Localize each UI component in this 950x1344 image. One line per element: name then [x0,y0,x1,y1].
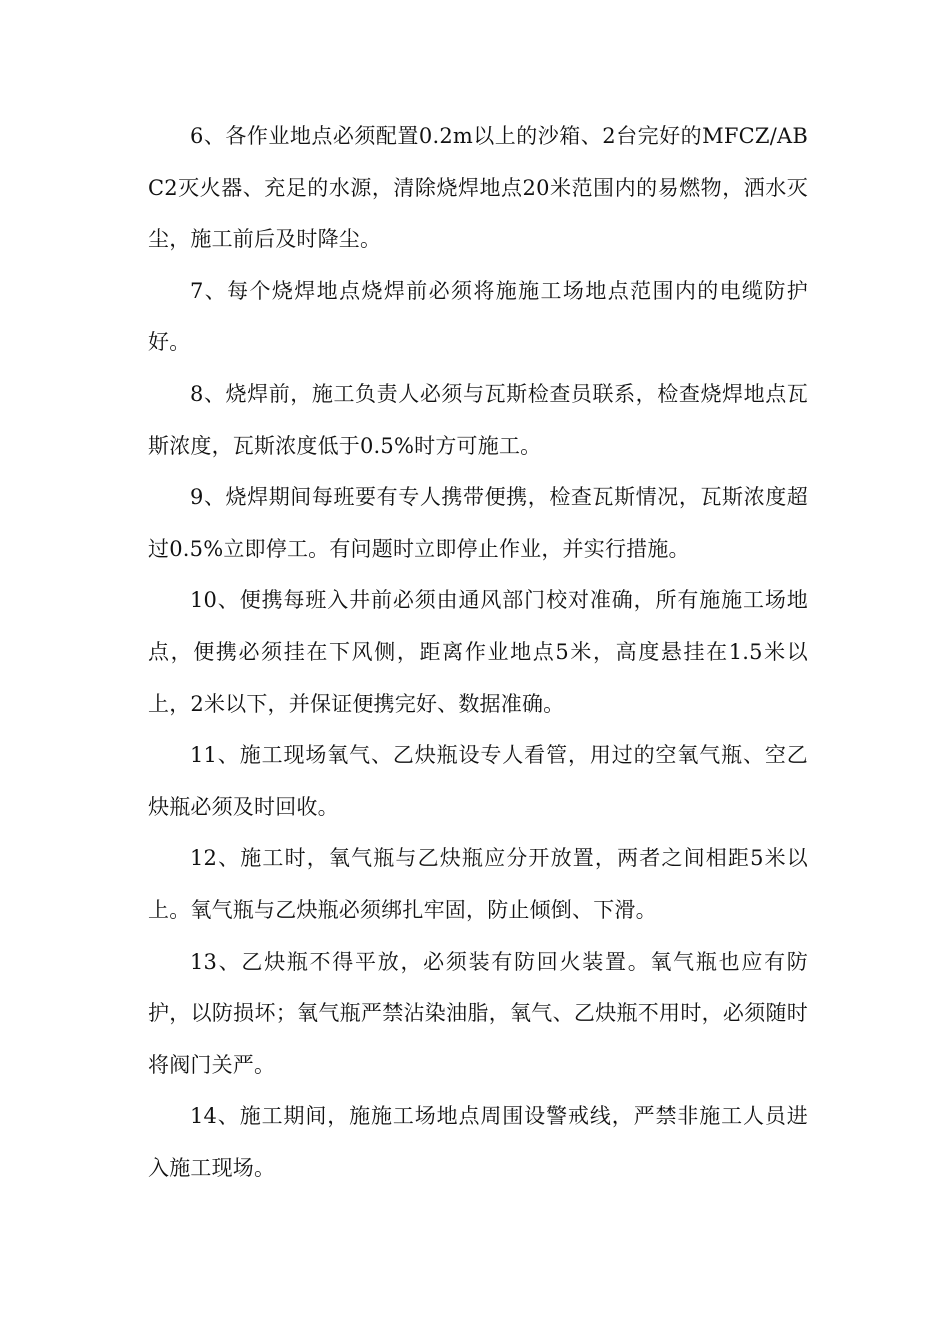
paragraph-item-12: 12、施工时，氧气瓶与乙炔瓶应分开放置，两者之间相距5米以上。氧气瓶与乙炔瓶必须绑扎牢固，防止倾倒、下滑。 [148,846,808,922]
paragraph-item-7: 7、每个烧焊地点烧焊前必须将施施工场地点范围内的电缆防护好。 [148,278,808,355]
paragraph-item-10: 10、便携每班入井前必须由通风部门校对准确，所有施施工场地点，便携必须挂在下风侧，距离作业地点5米，高度悬挂在1.5米以上，2米以下，并保证便携完好、数据准确。 [148,588,808,716]
paragraph-item-11: 11、施工现场氧气、乙炔瓶设专人看管，用过的空氧气瓶、空乙炔瓶必须及时回收。 [148,743,808,819]
paragraph-item-14: 14、施工期间，施施工场地点周围设警戒线，严禁非施工人员进入施工现场。 [148,1104,808,1180]
paragraph-item-6: 6、各作业地点必须配置0.2m以上的沙箱、2台完好的MFCZ/ABC2灭火器、充足的水源，清除烧焊地点20米范围内的易燃物，洒水灭尘，施工前后及时降尘。 [148,124,808,252]
paragraph-item-8: 8、烧焊前，施工负责人必须与瓦斯检查员联系，检查烧焊地点瓦斯浓度，瓦斯浓度低于0.5%时方可施工。 [148,381,808,458]
document-body [148,111,808,1194]
paragraph-item-9: 9、烧焊期间每班要有专人携带便携，检查瓦斯情况，瓦斯浓度超过0.5%立即停工。有问题时立即停止作业，并实行措施。 [148,485,808,561]
paragraph-item-13: 13、乙炔瓶不得平放，必须装有防回火装置。氧气瓶也应有防护，以防损坏；氧气瓶严禁沾染油脂，氧气、乙炔瓶不用时，必须随时将阀门关严。 [148,949,808,1077]
